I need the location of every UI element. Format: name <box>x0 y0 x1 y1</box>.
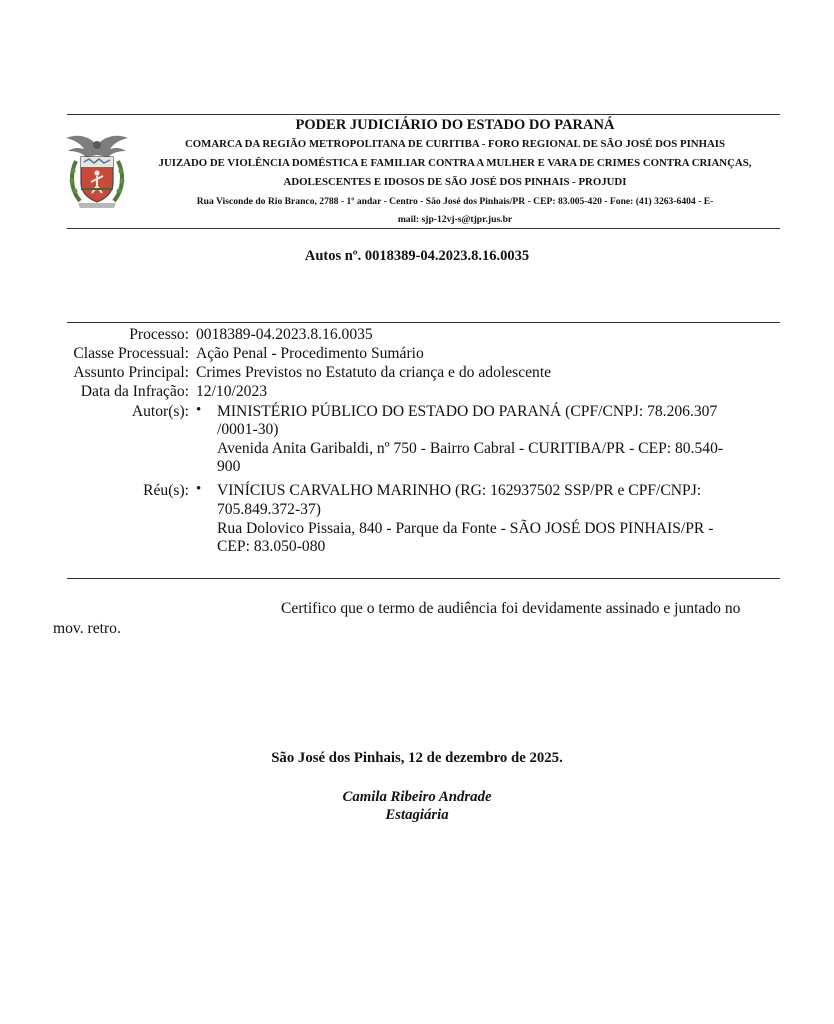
reu-line: 705.849.372-37) <box>217 501 321 518</box>
autor-address-line: Avenida Anita Garibaldi, nº 750 - Bairro Cabral - CURITIBA/PR - CEP: 80.540- <box>217 440 724 457</box>
processo-value: 0018389-04.2023.8.16.0035 <box>196 326 373 343</box>
court-title: PODER JUDICIÁRIO DO ESTADO DO PARANÁ <box>295 117 615 133</box>
juizado-line-cont: ADOLESCENTES E IDOSOS DE SÃO JOSÉ DOS PINHAIS - PROJUDI <box>283 176 627 188</box>
case-details <box>0 325 834 565</box>
reu-address-line: CEP: 83.050-080 <box>217 538 326 555</box>
details-bottom-rule <box>67 578 780 579</box>
signatory-role: Estagiária <box>385 807 449 823</box>
details-top-rule <box>67 322 780 323</box>
place-date: São José dos Pinhais, 12 de dezembro de 2025. <box>271 750 563 766</box>
autos-number: Autos nº. 0018389-04.2023.8.16.0035 <box>304 248 530 264</box>
comarca-line: COMARCA DA REGIÃO METROPOLITANA DE CURITIBA - FORO REGIONAL DE SÃO JOSÉ DOS PINHAIS <box>184 138 726 150</box>
data-infracao-value: 12/10/2023 <box>196 383 268 400</box>
reu-bullet: • <box>196 481 202 497</box>
reu-line: VINÍCIUS CARVALHO MARINHO (RG: 162937502 SSP/PR e CPF/CNPJ: <box>217 482 702 499</box>
autor-line: MINISTÉRIO PÚBLICO DO ESTADO DO PARANÁ (CPF/CNPJ: 78.206.307 <box>217 403 718 420</box>
autor-address-line: 900 <box>217 458 241 475</box>
reu-address-line: Rua Dolovico Pissaia, 840 - Parque da Fonte - SÃO JOSÉ DOS PINHAIS/PR - <box>217 520 714 537</box>
processo-label: Processo: <box>129 326 189 343</box>
autor-bullet: • <box>196 402 202 418</box>
parana-coat-of-arms-icon <box>64 131 130 211</box>
data-infracao-label: Data da Infração: <box>80 383 189 400</box>
autor-line: /0001-30) <box>217 421 279 438</box>
assunto-value: Crimes Previstos no Estatuto da criança e do adolescente <box>196 364 552 381</box>
header-top-rule <box>67 114 780 115</box>
assunto-label: Assunto Principal: <box>73 364 189 381</box>
classe-value: Ação Penal - Procedimento Sumário <box>196 345 424 362</box>
juizado-line: JUIZADO DE VIOLÊNCIA DOMÉSTICA E FAMILIAR CONTRA A MULHER E VARA DE CRIMES CONTRA CRIANÇAS, <box>158 157 752 169</box>
header-bottom-rule <box>67 228 780 229</box>
court-email: mail: sjp-12vj-s@tjpr.jus.br <box>397 214 513 225</box>
classe-label: Classe Processual: <box>73 345 189 362</box>
signatory-name: Camila Ribeiro Andrade <box>342 789 492 805</box>
reu-label: Réu(s): <box>143 482 189 499</box>
court-address: Rua Visconde do Rio Branco, 2788 - 1º andar - Centro - São José dos Pinhais/PR - CEP: 83.005-420 - Fone: (41) 3263-6404 - E- <box>196 196 714 207</box>
autor-label: Autor(s): <box>131 403 189 420</box>
certificate-text-cont: mov. retro. <box>53 620 121 637</box>
certificate-text: Certifico que o termo de audiência foi devidamente assinado e juntado no <box>281 600 741 617</box>
